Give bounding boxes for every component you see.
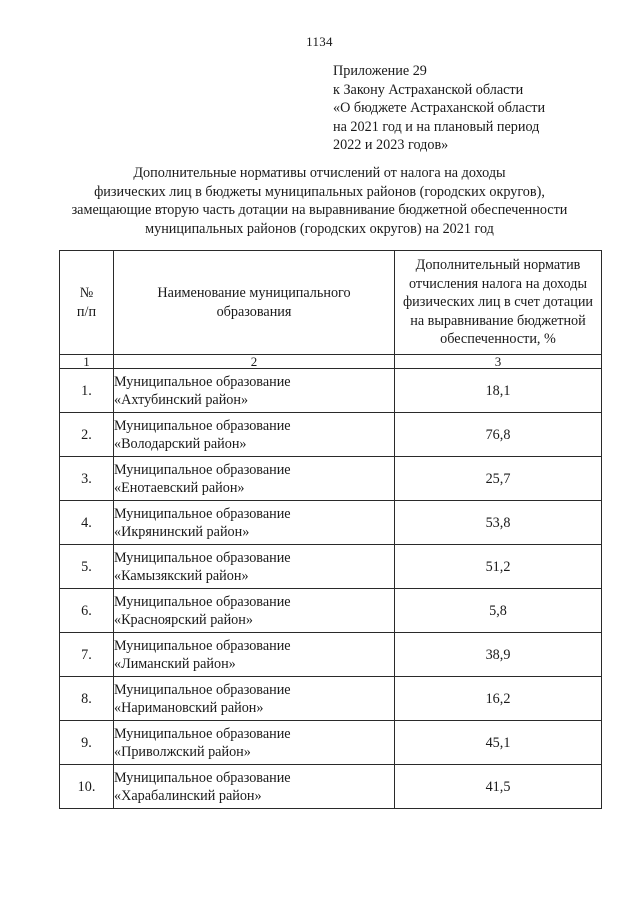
- header-name: [114, 251, 395, 355]
- header-value: [395, 251, 602, 355]
- title-line: Дополнительные нормативы отчислений от налога на доходы: [133, 165, 506, 181]
- header-name-line: образования: [216, 303, 292, 320]
- title-line: муниципальных районов (городских округов) на 2021 год: [145, 220, 494, 237]
- municipality-type: Муниципальное образование: [114, 681, 291, 698]
- municipality-type: Муниципальное образование: [114, 373, 291, 390]
- row-norm-value: 41,5: [395, 765, 602, 809]
- row-number: 9.: [60, 721, 114, 765]
- header-value-line: обеспеченности, %: [440, 331, 556, 348]
- table-row: [60, 501, 602, 545]
- municipality-name: «Енотаевский район»: [114, 479, 245, 496]
- header-value-line: Дополнительный норматив: [415, 257, 581, 274]
- appendix-line: на 2021 год и на плановый период: [333, 118, 540, 135]
- row-municipality: [114, 369, 395, 413]
- municipality-type: Муниципальное образование: [114, 417, 291, 434]
- municipality-name: «Камызякский район»: [114, 567, 249, 584]
- row-number: 10.: [60, 765, 114, 809]
- table-row: [60, 589, 602, 633]
- row-number: 4.: [60, 501, 114, 545]
- row-norm-value: 18,1: [395, 369, 602, 413]
- norms-table: [59, 250, 602, 809]
- row-number: 7.: [60, 633, 114, 677]
- municipality-type: Муниципальное образование: [114, 549, 291, 566]
- table-row: [60, 369, 602, 413]
- row-municipality: [114, 457, 395, 501]
- row-number: 8.: [60, 677, 114, 721]
- column-index: 1: [60, 355, 114, 369]
- municipality-type: Муниципальное образование: [114, 593, 291, 610]
- row-norm-value: 25,7: [395, 457, 602, 501]
- row-norm-value: 45,1: [395, 721, 602, 765]
- row-number: 6.: [60, 589, 114, 633]
- municipality-type: Муниципальное образование: [114, 637, 291, 654]
- row-norm-value: 51,2: [395, 545, 602, 589]
- row-municipality: [114, 589, 395, 633]
- column-index: 3: [395, 355, 602, 369]
- table-row: [60, 721, 602, 765]
- row-number: 5.: [60, 545, 114, 589]
- header-number-line: №: [79, 285, 94, 301]
- header-number-line: п/п: [76, 303, 97, 320]
- header-value-line: физических лиц в счет дотации: [402, 294, 593, 311]
- municipality-name: «Наримановский район»: [114, 699, 264, 716]
- header-number: [60, 251, 114, 355]
- document-title: [30, 164, 609, 238]
- appendix-line: к Закону Астраханской области: [333, 81, 524, 98]
- appendix-reference: [333, 62, 545, 155]
- row-number: 2.: [60, 413, 114, 457]
- row-norm-value: 16,2: [395, 677, 602, 721]
- municipality-name: «Икрянинский район»: [114, 523, 250, 540]
- title-line: физических лиц в бюджеты муниципальных районов (городских округов),: [94, 183, 545, 200]
- row-municipality: [114, 413, 395, 457]
- appendix-line: «О бюджете Астраханской области: [333, 100, 546, 117]
- row-norm-value: 53,8: [395, 501, 602, 545]
- table-body: [60, 369, 602, 809]
- row-norm-value: 38,9: [395, 633, 602, 677]
- row-municipality: [114, 721, 395, 765]
- table-row: [60, 677, 602, 721]
- row-number: 1.: [60, 369, 114, 413]
- table-row: [60, 633, 602, 677]
- municipality-name: «Ахтубинский район»: [114, 391, 249, 408]
- row-municipality: [114, 765, 395, 809]
- row-municipality: [114, 545, 395, 589]
- municipality-type: Муниципальное образование: [114, 725, 291, 742]
- municipality-type: Муниципальное образование: [114, 505, 291, 522]
- table-row: [60, 457, 602, 501]
- municipality-name: «Володарский район»: [114, 435, 247, 452]
- table-row: [60, 765, 602, 809]
- municipality-type: Муниципальное образование: [114, 769, 291, 786]
- municipality-name: «Приволжский район»: [114, 743, 251, 760]
- table-row: [60, 413, 602, 457]
- municipality-name: «Лиманский район»: [114, 655, 236, 672]
- header-value-line: отчисления налога на доходы: [408, 275, 587, 292]
- title-line: замещающие вторую часть дотации на выравнивание бюджетной обеспеченности: [71, 202, 568, 219]
- table-row: [60, 545, 602, 589]
- column-index-row: [60, 355, 602, 369]
- page-number: 1134: [306, 34, 333, 49]
- header-value-line: на выравнивание бюджетной: [410, 312, 586, 329]
- row-municipality: [114, 501, 395, 545]
- row-number: 3.: [60, 457, 114, 501]
- row-municipality: [114, 633, 395, 677]
- header-name-line: Наименование муниципального: [157, 285, 351, 301]
- appendix-line: 2022 и 2023 годов»: [333, 137, 449, 154]
- municipality-name: «Харабалинский район»: [114, 787, 262, 804]
- column-index: 2: [114, 355, 395, 369]
- row-norm-value: 76,8: [395, 413, 602, 457]
- appendix-line: Приложение 29: [333, 63, 427, 79]
- municipality-type: Муниципальное образование: [114, 461, 291, 478]
- municipality-name: «Красноярский район»: [114, 611, 253, 628]
- row-norm-value: 5,8: [395, 589, 602, 633]
- table-header-row: [60, 251, 602, 355]
- row-municipality: [114, 677, 395, 721]
